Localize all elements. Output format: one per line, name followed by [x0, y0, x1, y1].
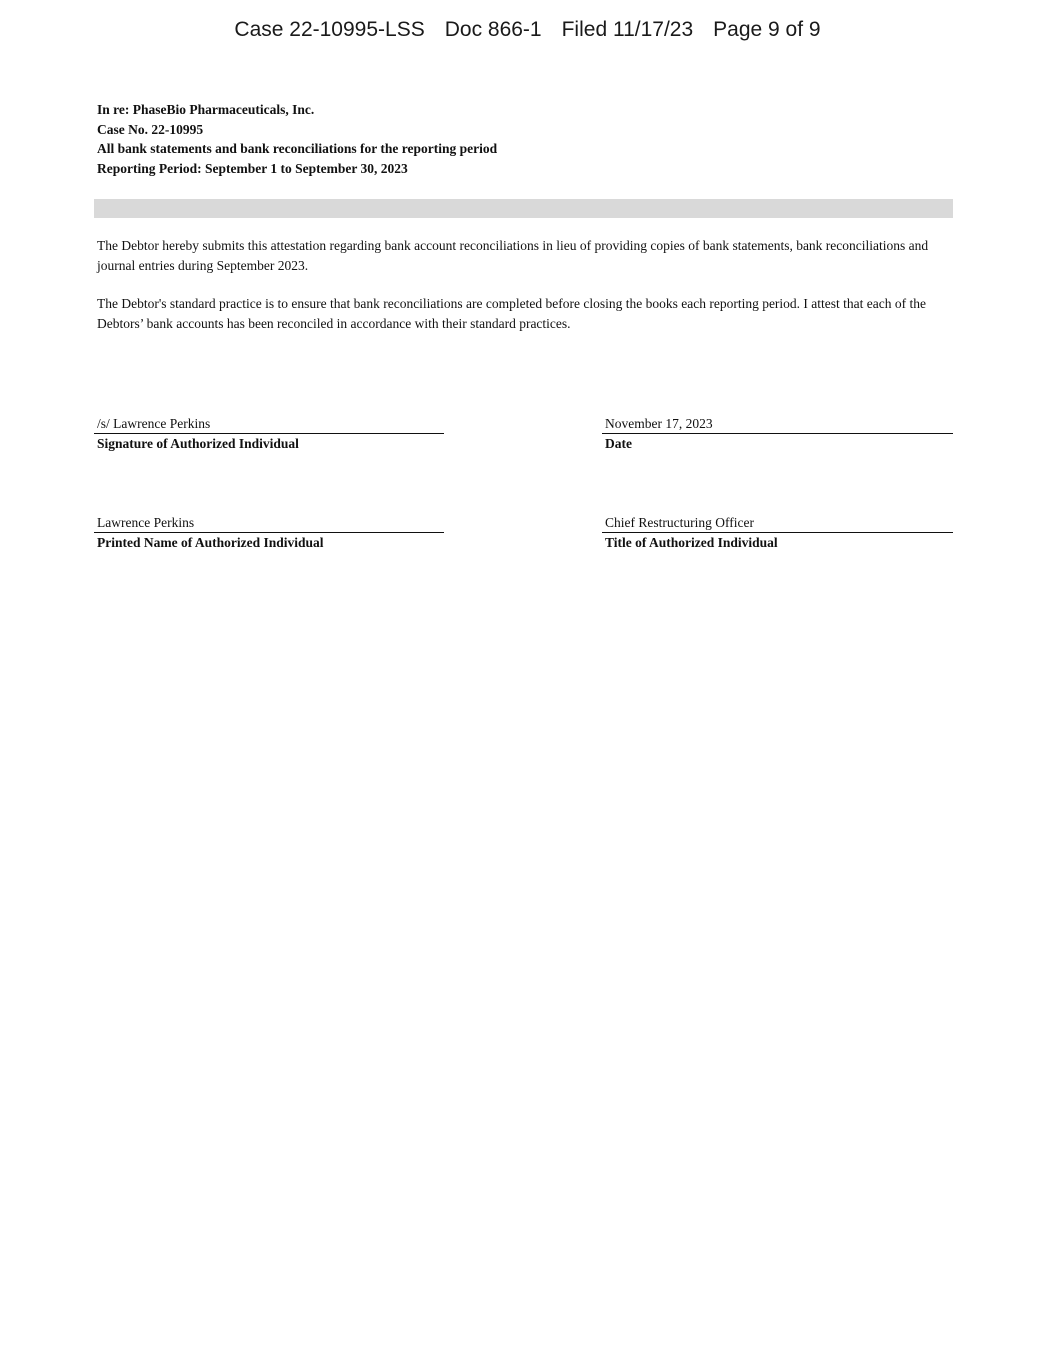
date-label: Date [605, 436, 632, 451]
page-number-stamp: Page 9 of 9 [713, 18, 821, 41]
title-field [602, 513, 953, 552]
section-divider-band [94, 199, 953, 218]
date-field [602, 414, 953, 453]
printed-name-field [94, 513, 444, 552]
title-value: Chief Restructuring Officer [602, 513, 953, 533]
case-no-line: Case No. 22-10995 [97, 121, 204, 137]
court-filing-header [0, 18, 1055, 42]
reporting-period-line: Reporting Period: September 1 to September 30, 2023 [97, 161, 408, 177]
signature-label: Signature of Authorized Individual [97, 436, 299, 451]
signature-field [94, 414, 444, 453]
filed-date-stamp: Filed 11/17/23 [561, 18, 694, 41]
case-number-stamp: Case 22-10995-LSS [234, 18, 425, 41]
subject-line: All bank statements and bank reconciliations for the reporting period [97, 141, 498, 157]
signature-value: /s/ Lawrence Perkins [94, 414, 444, 434]
printed-name-label: Printed Name of Authorized Individual [97, 535, 324, 550]
in-re-line: In re: PhaseBio Pharmaceuticals, Inc. [97, 102, 315, 117]
printed-name-value: Lawrence Perkins [94, 513, 444, 533]
date-value: November 17, 2023 [602, 414, 953, 434]
document-heading [97, 100, 497, 179]
doc-number-stamp: Doc 866-1 [444, 18, 542, 41]
title-label: Title of Authorized Individual [605, 535, 778, 550]
attestation-paragraph-2: The Debtor's standard practice is to ensure that bank reconciliations are completed before closing the books each reporting period. I attest that each of the Debtors’ bank accounts has been reconciled in accordance with their standard practices. [97, 296, 926, 331]
attestation-paragraph-1: The Debtor hereby submits this attestation regarding bank account reconciliations in lieu of providing copies of bank statements, bank reconciliations and journal entries during September 2023. [97, 238, 929, 273]
